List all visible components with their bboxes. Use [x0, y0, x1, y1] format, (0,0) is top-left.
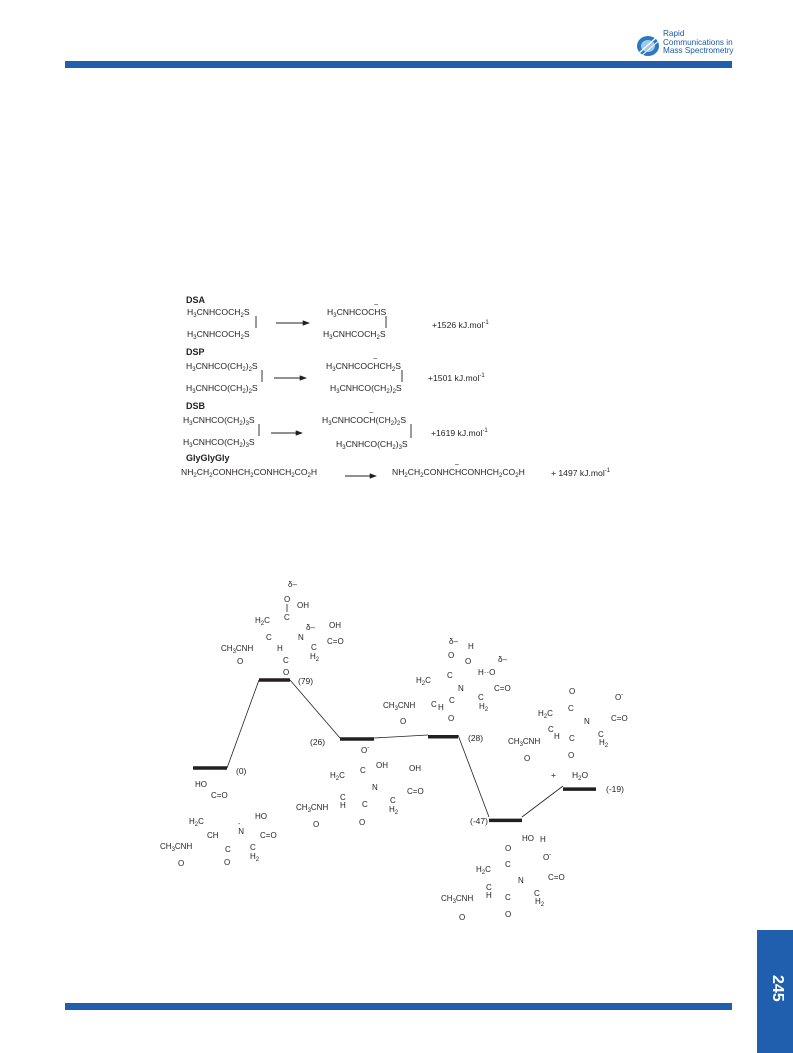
svg-text:C: C: [311, 643, 317, 652]
svg-text:H2C: $H_2C$: [189, 817, 204, 828]
svg-text:O: O: [400, 717, 407, 726]
level-label: (0): [236, 766, 247, 776]
level-label: (26): [310, 737, 326, 747]
svg-text:C: C: [449, 696, 455, 705]
journal-name-line-2: Communications in: [663, 37, 733, 47]
svg-text:H: H: [438, 703, 444, 712]
svg-text:C: C: [505, 893, 511, 902]
energy-exponent: -1: [483, 320, 489, 326]
svg-text:CH3CNH: $CH_3CNH$: [221, 644, 254, 655]
svg-text:HO: HO: [195, 780, 207, 789]
svg-text:CH3CNH: $CH_3CNH$: [441, 894, 474, 905]
svg-text:C: C: [266, 633, 272, 642]
energy-value: +1619 kJ.mol: [431, 428, 483, 438]
svg-text:H: H: [554, 732, 560, 741]
molecule-int28: [383, 637, 511, 726]
svg-text:O: O: [224, 858, 231, 867]
svg-text:O: O: [459, 913, 466, 922]
reactant-top: $H_3CNHCO(CH_2)_3S$: [183, 415, 255, 427]
svg-text:H2: $H_2$: [389, 805, 399, 816]
svg-text:H2: $H_2$: [479, 702, 489, 713]
svg-text:CH3CNH: $CH_3CNH$: [296, 803, 329, 814]
molecule-reactant: [160, 780, 277, 868]
svg-text:N-: N-: [238, 821, 244, 836]
svg-text:C: C: [360, 766, 366, 775]
svg-text:δ–: δ–: [498, 655, 507, 664]
svg-text:O: O: [237, 657, 244, 666]
svg-text:CH3CNH: $CH_3CNH$: [383, 701, 416, 712]
svg-text:O-: O-: [543, 852, 552, 862]
svg-text:C: C: [548, 725, 554, 734]
svg-text:C: C: [568, 704, 574, 713]
level-label: (79): [298, 676, 314, 686]
svg-text:H2C: $H_2C$: [330, 771, 345, 782]
energy-value: + 1497 kJ.mol: [551, 468, 605, 478]
svg-text:C=O: C=O: [260, 831, 277, 840]
energy-exponent: -1: [479, 373, 485, 379]
svg-text:C: C: [284, 613, 290, 622]
page-number: 245: [769, 974, 786, 1002]
svg-text:OH: OH: [297, 601, 309, 610]
svg-text:C=O: C=O: [611, 714, 628, 723]
svg-text:H2C: $H_2C$: [538, 709, 553, 720]
journal-name-line-1: Rapid: [663, 29, 685, 38]
svg-text:N: N: [458, 684, 464, 693]
reactant-bottom: $H_3CNHCO(CH_2)_3S$: [183, 437, 255, 449]
svg-text:H2C: $H_2C$: [476, 865, 491, 876]
reactant-top: $H_3CNHCOCH_2S$: [187, 307, 250, 319]
svg-text:H: H: [468, 642, 474, 651]
energy-value: +1501 kJ.mol: [428, 373, 480, 383]
svg-text:O: O: [313, 820, 320, 829]
svg-text:O: O: [448, 651, 455, 660]
svg-text:H2: $H_2$: [535, 897, 545, 908]
product-top: $H_3CNHCOCH$ – S: [327, 301, 387, 319]
delta-minus-label: δ–: [288, 580, 297, 589]
svg-text:N: N: [518, 876, 524, 885]
energy-value: +1526 kJ.mol: [432, 320, 484, 330]
svg-text:N: N: [584, 717, 590, 726]
svg-text:H2C: $H_2C$: [255, 616, 270, 627]
svg-text:O-: O-: [615, 692, 624, 702]
profile-level-labels: [236, 676, 624, 826]
reactant-top: $H_3CNHCO(CH_2)_2S$: [186, 361, 258, 373]
product-bottom: $H_3CNHCO(CH_2)_2S$: [330, 383, 402, 395]
scheme-label-glyglygly: GlyGlyGly: [186, 453, 230, 463]
energy-exponent: -1: [604, 468, 611, 474]
product-top: $H_3CNHCOCH$ – $(CH_2)_2S$: [322, 409, 407, 427]
svg-text:N: N: [372, 783, 378, 792]
scheme-label-dsa: DSA: [186, 295, 206, 305]
scheme-label-dsp: DSP: [186, 347, 205, 357]
svg-text:C: C: [340, 793, 346, 802]
product-bottom: $H_3CNHCO(CH_2)_3S$: [336, 439, 408, 451]
svg-text:δ–: δ–: [306, 623, 315, 632]
svg-text:O: O: [524, 754, 531, 763]
svg-text:H: H: [277, 644, 283, 653]
svg-text:H··O: H··O: [478, 668, 496, 677]
water-label: $H_2O$: [572, 770, 589, 782]
molecule-complex: [441, 834, 565, 922]
svg-text:O: O: [569, 687, 576, 696]
scheme-lines: [0, 0, 793, 500]
svg-text:H2: $H_2$: [599, 738, 609, 749]
svg-text:O: O: [284, 595, 291, 604]
energy-profile: [0, 560, 793, 940]
svg-text:O: O: [465, 657, 472, 666]
reactant: $NH_2CH_2CONHCH_2CONHCH_2CO_2H$: [181, 467, 318, 479]
svg-text:C: C: [534, 889, 540, 898]
level-label: (-47): [470, 816, 488, 826]
molecule-product: [508, 687, 628, 763]
scheme-label-dsb: DSB: [186, 401, 206, 411]
footer-rule: [65, 1003, 732, 1010]
svg-text:OH: OH: [376, 761, 388, 770]
delta-minus-label: δ–: [449, 637, 458, 646]
svg-text:C: C: [390, 796, 396, 805]
svg-text:HO: HO: [255, 812, 267, 821]
svg-text:C=O: C=O: [407, 787, 424, 796]
svg-text:O: O: [283, 668, 290, 677]
reactant-bottom: $H_3CNHCOCH_2S$: [187, 329, 250, 341]
product-bottom: $H_3CNHCOCH_2S$: [323, 329, 386, 341]
svg-text:C: C: [431, 700, 437, 709]
svg-text:H2C: $H_2C$: [416, 676, 431, 687]
svg-text:C: C: [598, 730, 604, 739]
svg-text:C: C: [478, 693, 484, 702]
svg-text:C: C: [250, 843, 256, 852]
level-label: (-19): [606, 784, 624, 794]
svg-text:CH: CH: [207, 831, 219, 840]
svg-text:O: O: [448, 714, 455, 723]
svg-text:O: O: [359, 818, 366, 827]
svg-text:O: O: [178, 859, 185, 868]
svg-text:C: C: [225, 845, 231, 854]
svg-text:O: O: [505, 844, 512, 853]
svg-text:O-: O-: [361, 745, 370, 755]
svg-text:C=O: C=O: [327, 637, 344, 646]
svg-text:C: C: [283, 656, 289, 665]
svg-text:N: N: [298, 633, 304, 642]
svg-text:C: C: [486, 883, 492, 892]
svg-text:H: H: [340, 801, 346, 810]
energy-exponent: -1: [482, 428, 488, 434]
svg-text:C=O: C=O: [494, 684, 511, 693]
svg-text:OH: OH: [409, 764, 421, 773]
svg-text:H2: $H_2$: [310, 652, 320, 663]
molecule-int26: [296, 745, 424, 829]
svg-text:O: O: [568, 751, 575, 760]
svg-text:C: C: [569, 734, 575, 743]
plus-sign: +: [551, 770, 556, 780]
product-top: $H_3CNHCOCH$ – $CH_2S$: [326, 355, 401, 373]
svg-text:H: H: [486, 891, 492, 900]
svg-text:O: O: [505, 910, 512, 919]
svg-text:C=O: C=O: [548, 873, 565, 882]
svg-text:OH: OH: [329, 621, 341, 630]
svg-text:C: C: [362, 800, 368, 809]
svg-text:H: H: [540, 835, 546, 844]
svg-text:C=O: C=O: [211, 791, 228, 800]
level-label: (28): [468, 733, 484, 743]
svg-text:H2: $H_2$: [250, 852, 260, 863]
product: $NH_2CH_2CONHCH$ – $CONHCH_2CO_2H$: [392, 461, 525, 479]
svg-text:HO: HO: [522, 834, 534, 843]
journal-name-line-3: Mass Spectrometry: [663, 46, 734, 56]
svg-text:C: C: [505, 860, 511, 869]
svg-text:CH3CNH: $CH_3CNH$: [160, 842, 193, 853]
svg-text:C: C: [447, 671, 453, 680]
reactant-bottom: $H_3CNHCO(CH_2)_2S$: [186, 383, 258, 395]
svg-text:CH3CNH: $CH_3CNH$: [508, 737, 541, 748]
molecule-ts79: [221, 580, 344, 677]
